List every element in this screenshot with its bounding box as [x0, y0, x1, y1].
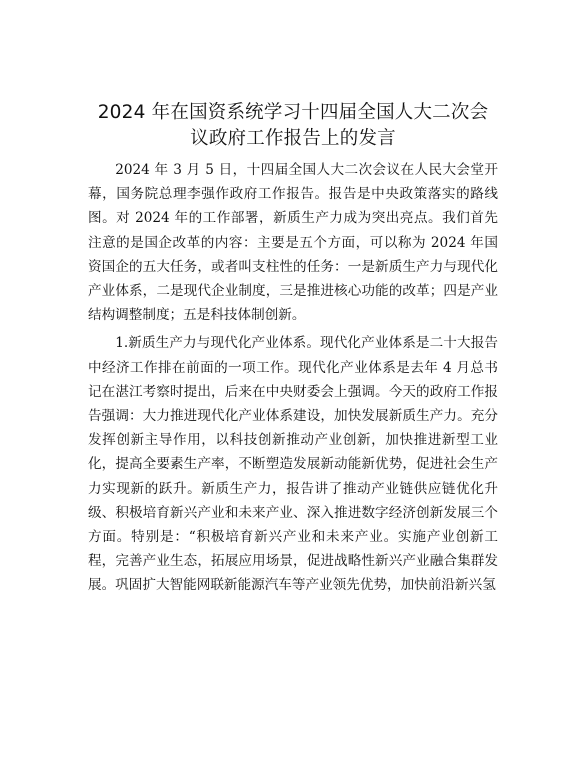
- document-page: [88, 100, 498, 598]
- title-line-2: 议政府工作报告上的发言: [190, 128, 396, 149]
- body-paragraph-1: 2024 年 3 月 5 日，十四届全国人大二次会议在人民大会堂开幕，国务院总理李强作政府工作报告。报告是中央政策落实的路线图。对 2024 年的工作部署，新质生产力成为突出亮点。我们首先注意的是国企改革的内容：主要是五个方面，可以称为 2024 年国资国企的五大任务，或者叫支柱性的任务：一是新质生产力与现代化产业体系，二是现代企业制度，三是推进核心功能的改革；四是产业结构调整制度；五是科技体制创新。: [88, 162, 498, 324]
- body-paragraph-2: 1.新质生产力与现代化产业体系。现代化产业体系是二十大报告中经济工作排在前面的一项工作。现代化产业体系是去年 4 月总书记在湛江考察时提出，后来在中央财委会上强调。今天的政府工作报告强调：大力推进现代化产业体系建设，加快发展新质生产力。充分发挥创新主导作用，以科技创新推动产业创新，加快推进新型工业化，提高全要素生产率，不断塑造发展新动能新优势，促进社会生产力实现新的跃升。新质生产力，报告讲了推动产业链供应链优化升级、积极培育新兴产业和未来产业、深入推进数字经济创新发展三个方面。特别是：“积极培育新兴产业和未来产业。实施产业创新工程，完善产业生态，拓展应用场景，促进战略性新兴产业融合集群发展。巩固扩大智能网联新能源汽车等产业领先优势，加快前沿新兴氢: [88, 335, 498, 594]
- title-line-1: 2024 年在国资系统学习十四届全国人大二次会: [97, 102, 489, 123]
- document-title: [88, 100, 498, 152]
